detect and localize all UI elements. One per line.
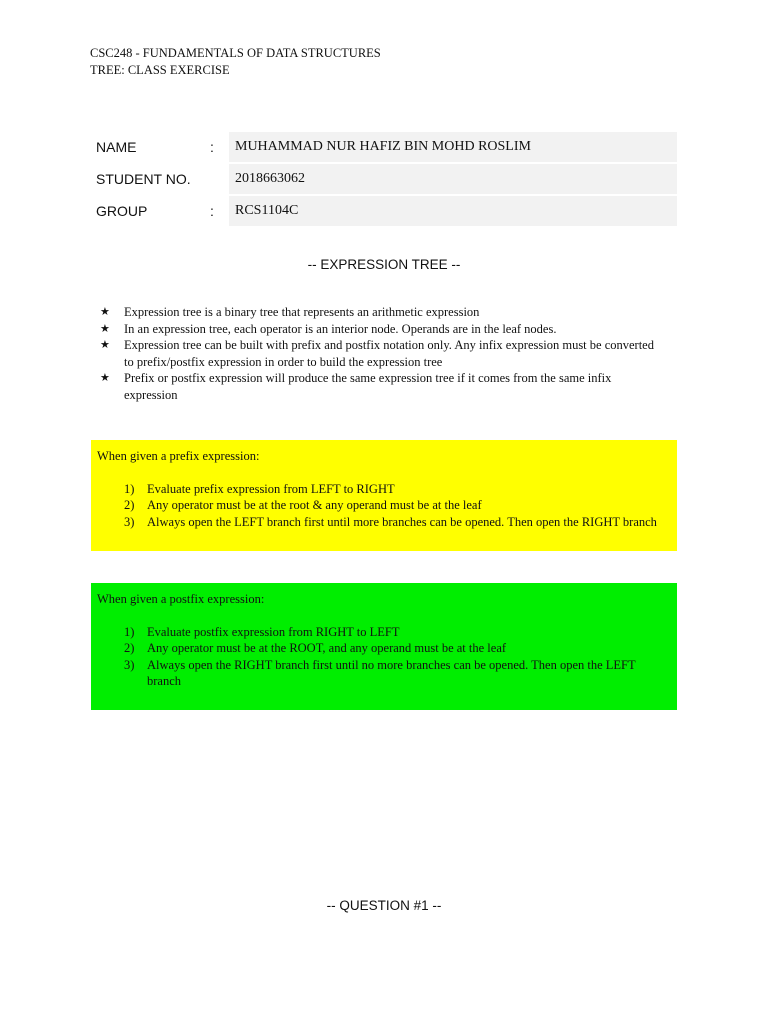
- postfix-intro: When given a postfix expression:: [97, 592, 265, 606]
- student-no-value: 2018663062: [229, 164, 677, 194]
- bullet-text: Expression tree can be built with prefix and postfix notation only. Any infix expression must be converted to prefix/postfix expression in order to build the expression tree: [124, 338, 654, 369]
- postfix-step: [124, 624, 657, 641]
- prefix-rules-box: [91, 440, 677, 551]
- step-text: Evaluate prefix expression from LEFT to RIGHT: [147, 481, 395, 496]
- name-colon: :: [210, 139, 214, 155]
- page-header: [90, 45, 381, 79]
- prefix-step: [124, 514, 657, 531]
- postfix-rules-box: [91, 583, 677, 710]
- exercise-title: TREE: CLASS EXERCISE: [90, 63, 230, 77]
- star-icon: ★: [100, 321, 110, 335]
- group-colon: :: [210, 203, 214, 219]
- step-text: Always open the LEFT branch first until more branches can be opened. Then open the RIGHT branch: [147, 514, 657, 529]
- step-number: 2): [124, 498, 135, 512]
- student-no-label: STUDENT NO.: [96, 171, 191, 187]
- postfix-step: [124, 657, 657, 690]
- bullet-text: Expression tree is a binary tree that represents an arithmetic expression: [124, 305, 480, 319]
- step-number: 1): [124, 624, 135, 639]
- step-number: 3): [124, 514, 135, 529]
- question-heading: -- QUESTION #1 --: [326, 898, 442, 913]
- postfix-steps: [97, 624, 671, 690]
- step-number: 2): [124, 641, 135, 655]
- star-icon: ★: [100, 305, 110, 318]
- name-value: MUHAMMAD NUR HAFIZ BIN MOHD ROSLIM: [229, 132, 677, 162]
- step-text: Any operator must be at the root & any operand must be at the leaf: [147, 498, 482, 512]
- prefix-step: [124, 497, 657, 514]
- info-row-name: [90, 132, 677, 162]
- bullet-item: [100, 337, 665, 370]
- info-row-student-no: [90, 164, 677, 194]
- step-text: Evaluate postfix expression from RIGHT to LEFT: [147, 624, 400, 639]
- expression-tree-heading: -- EXPRESSION TREE --: [307, 257, 461, 272]
- step-number: 1): [124, 481, 135, 496]
- group-value: RCS1104C: [229, 196, 677, 226]
- course-title: CSC248 - FUNDAMENTALS OF DATA STRUCTURES: [90, 46, 381, 60]
- bullet-text: In an expression tree, each operator is an interior node. Operands are in the leaf nodes.: [124, 321, 557, 336]
- info-row-group: [90, 196, 677, 226]
- step-text: Always open the RIGHT branch first until no more branches can be opened. Then open the LEFT branch: [147, 657, 636, 688]
- star-icon: ★: [100, 338, 110, 351]
- prefix-intro: When given a prefix expression:: [97, 449, 260, 463]
- expression-tree-bullets: [100, 304, 665, 403]
- group-label: GROUP: [96, 203, 148, 219]
- step-number: 3): [124, 657, 135, 672]
- name-label: NAME: [96, 139, 137, 155]
- bullet-item: [100, 321, 665, 338]
- bullet-item: [100, 304, 665, 321]
- prefix-steps: [97, 481, 671, 531]
- student-info-table: [90, 132, 677, 228]
- star-icon: ★: [100, 371, 110, 384]
- prefix-step: [124, 481, 657, 498]
- bullet-text: Prefix or postfix expression will produce the same expression tree if it comes from the same infix expression: [124, 371, 612, 402]
- bullet-item: [100, 370, 665, 403]
- step-text: Any operator must be at the ROOT, and any operand must be at the leaf: [147, 641, 507, 655]
- postfix-step: [124, 640, 657, 657]
